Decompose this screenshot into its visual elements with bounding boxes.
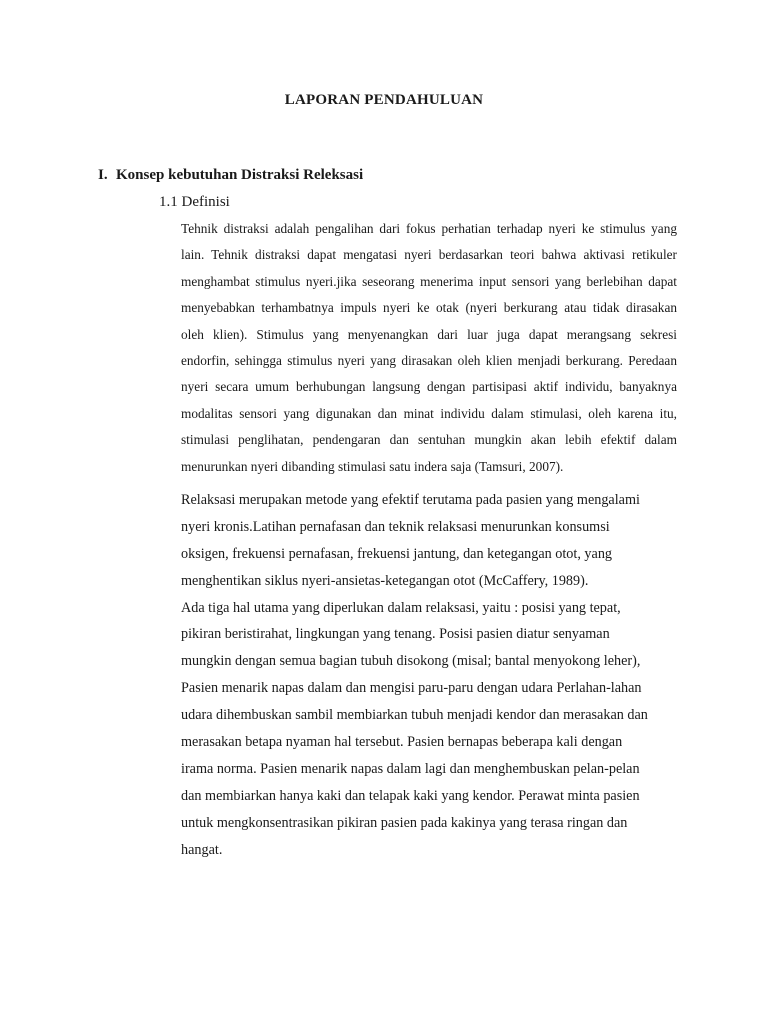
paragraph-line: untuk mengkonsentrasikan pikiran pasien pada kakinya yang terasa ringan dan (181, 814, 628, 831)
section-heading (98, 167, 363, 184)
paragraph-line: Ada tiga hal utama yang diperlukan dalam relaksasi, yaitu : posisi yang tepat, (181, 599, 621, 616)
paragraph-line: endorfin, sehingga stimulus nyeri yang dirasakan oleh klien menjadi berkurang. Peredaan (181, 352, 677, 368)
paragraph-line: modalitas sensori yang digunakan dan minat individu dalam stimulasi, oleh karena itu, (181, 405, 677, 421)
paragraph-line: hangat. (181, 841, 223, 858)
paragraph-line: stimulasi penglihatan, pendengaran dan sentuhan mungkin akan lebih efektif dalam (181, 432, 677, 448)
paragraph-line: oleh klien). Stimulus yang menyenangkan dari luar juga dapat merangsang sekresi (181, 326, 677, 342)
paragraph-line: merasakan betapa nyaman hal tersebut. Pasien bernapas beberapa kali dengan (181, 734, 623, 751)
paragraph-line: udara dihembuskan sambil membiarkan tubuh menjadi kendor dan merasakan dan (181, 707, 648, 724)
subsection-heading: 1.1 Definisi (159, 194, 230, 210)
paragraph-line: menghentikan siklus nyeri-ansietas-ketegangan otot (McCaffery, 1989). (181, 572, 589, 589)
paragraph-line: nyeri secara umum berhubungan langsung dengan partisipasi aktif individu, banyaknya (181, 379, 677, 395)
paragraph-line: irama norma. Pasien menarik napas dalam lagi dan menghembuskan pelan-pelan (181, 760, 640, 777)
paragraph-line: dan membiarkan hanya kaki dan telapak kaki yang kendor. Perawat minta pasien (181, 787, 640, 804)
paragraph-line: Pasien menarik napas dalam dan mengisi paru-paru dengan udara Perlahan-lahan (181, 680, 642, 697)
paragraph-line: mungkin dengan semua bagian tubuh disokong (misal; bantal menyokong leher), (181, 653, 641, 670)
document-title: LAPORAN PENDAHULUAN (284, 92, 484, 108)
definition-paragraph (181, 216, 677, 480)
paragraph-line: oksigen, frekuensi pernafasan, frekuensi jantung, dan ketegangan otot, yang (181, 545, 613, 562)
paragraph-line: pikiran beristirahat, lingkungan yang tenang. Posisi pasien diatur senyaman (181, 626, 610, 643)
paragraph-line: Tehnik distraksi adalah pengalihan dari fokus perhatian terhadap nyeri ke stimulus yang (181, 221, 677, 236)
paragraph-line: Relaksasi merupakan metode yang efektif terutama pada pasien yang mengalami (181, 492, 640, 508)
paragraph-line: menurunkan nyeri dibanding stimulasi satu indera saja (Tamsuri, 2007). (181, 458, 564, 474)
section-title: Konsep kebutuhan Distraksi Releksasi (116, 167, 364, 183)
paragraph-line: lain. Tehnik distraksi dapat mengatasi nyeri berdasarkan teori bahwa aktivasi retikuler (181, 247, 677, 263)
paragraph-line: nyeri kronis.Latihan pernafasan dan teknik relaksasi menurunkan konsumsi (181, 518, 610, 535)
relaxation-paragraph (181, 487, 681, 863)
paragraph-line: menghambat stimulus nyeri.jika seseorang menerima input sensori yang berlebihan dapat (181, 273, 677, 289)
paragraph-line: menyebabkan terhambatnya impuls nyeri ke otak (nyeri berkurang atau tidak dirasakan (181, 300, 677, 316)
section-number: I. (98, 167, 108, 183)
